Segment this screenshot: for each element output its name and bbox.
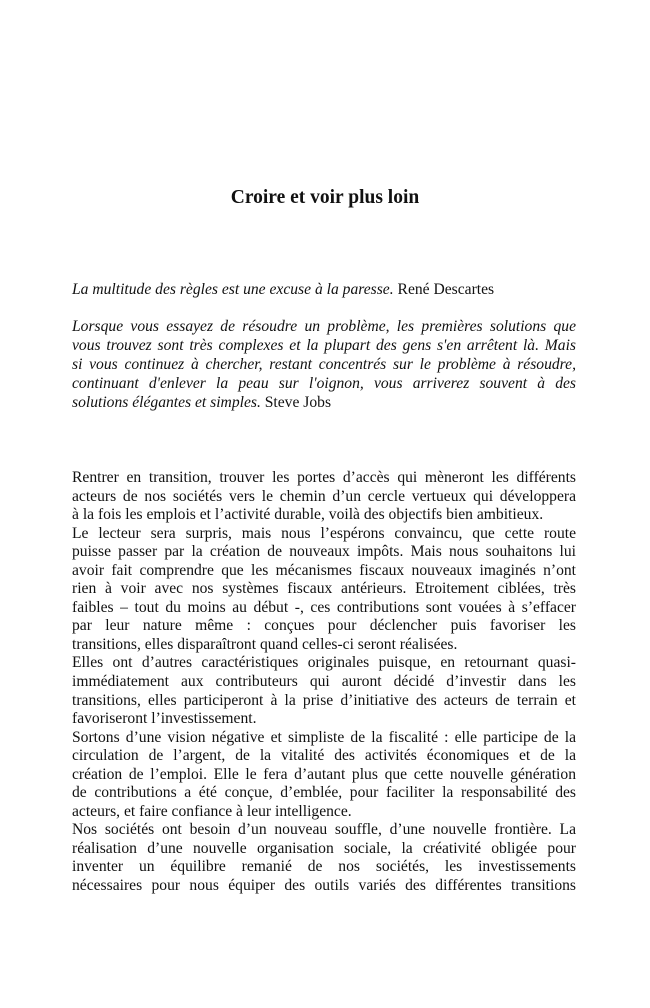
paragraph-line: acteurs de nos sociétés vers le chemin d’un cercle vertueux qui développera bbox=[72, 487, 576, 505]
paragraph bbox=[72, 654, 576, 728]
quote-text: vous trouvez sont très complexes et la plupart des gens s'en arrêtent là. Mais bbox=[72, 337, 576, 354]
paragraph-line: à la fois les emplois et l’activité durable, voilà des objectifs bien ambitieux. bbox=[72, 506, 544, 524]
quote-author: Steve Jobs bbox=[264, 394, 332, 411]
paragraph-line: Le lecteur sera surpris, mais nous l’espérons convaincu, que cette route bbox=[72, 524, 576, 542]
page-title: Croire et voir plus loin bbox=[230, 187, 420, 208]
paragraph-line: puisse passer par la création de nouveaux impôts. Mais nous souhaitons lui bbox=[72, 543, 576, 561]
paragraph-line: réalisation d’une nouvelle organisation sociale, la créativité obligée pour bbox=[72, 839, 576, 857]
epigraph-descartes bbox=[72, 280, 576, 299]
paragraph bbox=[72, 469, 576, 525]
paragraph-line: immédiatement aux contributeurs qui auront décidé d’investir dans les bbox=[72, 673, 576, 691]
paragraph-line: nécessaires pour nous équiper des outils variés des différentes transitions bbox=[72, 877, 576, 895]
paragraph-line: transitions, elles disparaîtront quand celles-ci seront réalisées. bbox=[72, 635, 458, 653]
paragraph-line: Elles ont d’autres caractéristiques originales puisque, en retournant quasi- bbox=[72, 654, 576, 672]
paragraph-line: Nos sociétés ont besoin d’un nouveau souffle, d’une nouvelle frontière. La bbox=[72, 821, 576, 839]
paragraph-line: Sortons d’une vision négative et simpliste de la fiscalité : elle participe de la bbox=[72, 728, 576, 746]
paragraph-line: de contributions a été conçue, d’emblée, pour faciliter la responsabilité des bbox=[72, 784, 576, 802]
paragraph-line: faibles – tout du moins au début -, ces contributions sont vouées à s’effacer bbox=[72, 598, 576, 616]
quote-text: Lorsque vous essayez de résoudre un problème, les premières solutions que bbox=[72, 318, 576, 335]
paragraph bbox=[72, 821, 576, 895]
paragraph-line: création de l’emploi. Elle le fera d’autant plus que cette nouvelle génération bbox=[72, 765, 576, 783]
quote-line bbox=[72, 280, 576, 299]
quote-author: René Descartes bbox=[397, 281, 495, 298]
paragraph-line: favoriseront l’investissement. bbox=[72, 710, 257, 728]
paragraph-line: inventer un équilibre remanié de nos sociétés, les investissements bbox=[72, 858, 576, 876]
body-text bbox=[72, 469, 576, 896]
epigraph-jobs bbox=[72, 317, 576, 412]
paragraph-line: acteurs, et faire confiance à leur intelligence. bbox=[72, 802, 352, 820]
paragraph-line: rien à voir avec nos systèmes fiscaux antérieurs. Etroitement ciblées, très bbox=[72, 580, 576, 598]
quote-line bbox=[72, 355, 576, 374]
quote-line bbox=[72, 393, 576, 412]
paragraph-line: Rentrer en transition, trouver les portes d’accès qui mèneront les différents bbox=[72, 469, 576, 486]
paragraph bbox=[72, 525, 576, 655]
quote-line bbox=[72, 374, 576, 393]
quote-text: solutions élégantes et simples. bbox=[72, 394, 261, 411]
quote-line bbox=[72, 336, 576, 355]
paragraph-line: par leur nature même : conçues pour déclencher puis favoriser les bbox=[72, 617, 576, 635]
quote-text: continuant d'enlever la peau sur l'oignon, vous arriverez souvent à des bbox=[72, 375, 576, 392]
quote-text: si vous continuez à chercher, restant concentrés sur le problème à résoudre, bbox=[72, 356, 576, 373]
paragraph bbox=[72, 729, 576, 822]
quote-line bbox=[72, 317, 576, 336]
paragraph-line: transitions, elles participeront à la prise d’initiative des acteurs de terrain et bbox=[72, 691, 576, 709]
quote-text: La multitude des règles est une excuse à la paresse. bbox=[72, 281, 394, 298]
paragraph-line: avoir fait comprendre que les mécanismes fiscaux nouveaux imaginés n’ont bbox=[72, 561, 576, 579]
paragraph-line: circulation de l’argent, de la vitalité des activités économiques et de la bbox=[72, 747, 576, 765]
